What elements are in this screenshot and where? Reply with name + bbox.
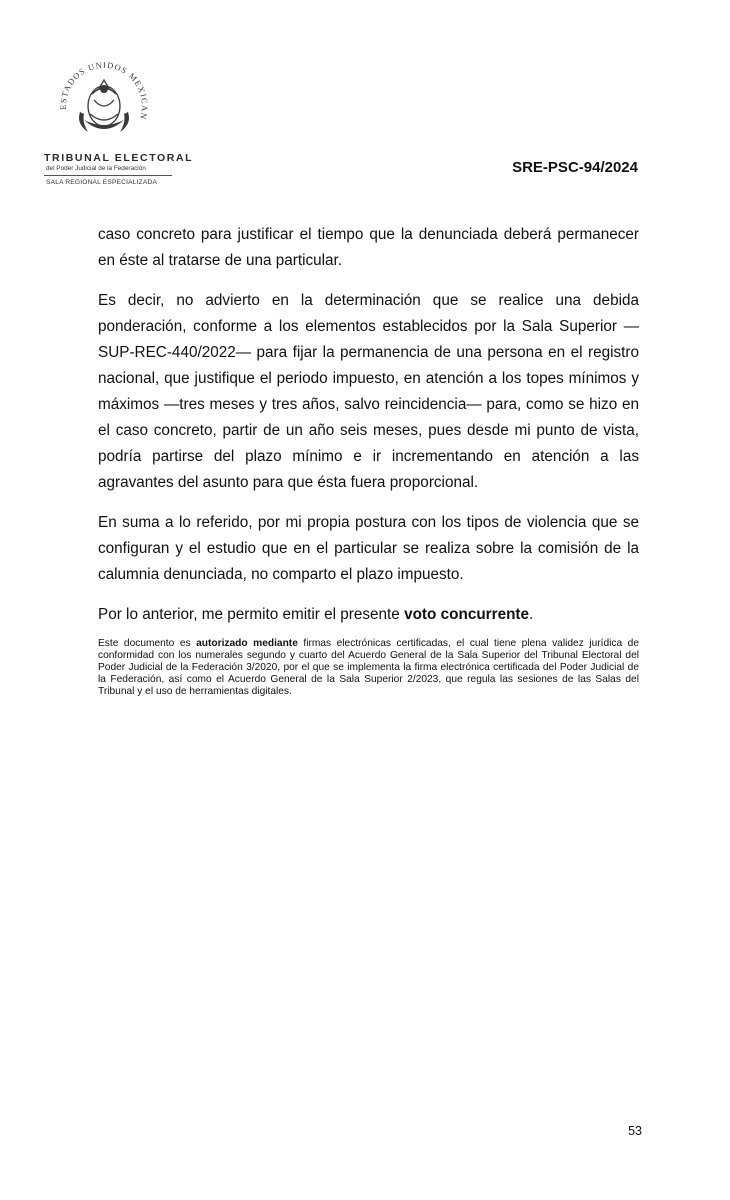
- footnote-bold: autorizado mediante: [196, 638, 298, 649]
- paragraph-4-bold: voto concurrente: [404, 606, 530, 623]
- footnote-prefix: Este documento es: [98, 638, 197, 649]
- logo-divider: [44, 175, 172, 176]
- org-subtitle: del Poder Judicial de la Federación: [46, 165, 146, 172]
- signature-footnote: [98, 638, 639, 698]
- case-number: SRE-PSC-94/2024: [512, 159, 638, 176]
- document-body: [98, 222, 639, 698]
- paragraph-4-suffix: .: [529, 606, 534, 623]
- paragraph-3: En suma a lo referido, por mi propia postura con los tipos de violencia que se configuran y el estudio que en el particular se realiza sobre la comisión de la calumnia denunciada, no comparto el plazo impuesto.: [98, 514, 639, 583]
- paragraph-4: [98, 602, 639, 628]
- org-name: TRIBUNAL ELECTORAL: [44, 152, 194, 164]
- paragraph-2: Es decir, no advierto en la determinación que se realice una debida ponderación, conforme a los elementos establecidos por la Sala Superior —SUP-REC-440/2022— para fijar la permanencia de una persona en el registro nacional, que justifique el periodo impuesto, en atención a los topes mínimos y máximos —tres meses y tres años, salvo reincidencia— para, como se hizo en el caso concreto, partir de un año seis meses, pues desde mi punto de vista, podría partirse del plazo mínimo e ir incrementando en atención a las agravantes del asunto para que ésta fuera proporcional.: [98, 292, 639, 491]
- page-number: 53: [628, 1124, 642, 1138]
- footnote-suffix: firmas electrónicas certificadas, el cual tiene plena validez jurídica de conformidad con los numerales segundo y cuarto del Acuerdo General de la Sala Superior del Tribunal Electoral del Poder Judicial de la Federación 3/2020, por el que se implementa la firma electrónica certificada del Poder Judicial de la Federación, así como el Acuerdo General de la Sala Superior 2/2023, que regula las sesiones de las Salas del Tribunal y el uso de herramientas digitales.: [98, 638, 639, 697]
- seal-ring-text: ESTADOS UNIDOS MEXICAN: [58, 60, 150, 121]
- org-sala: SALA REGIONAL ESPECIALIZADA: [46, 179, 158, 186]
- paragraph-4-prefix: Por lo anterior, me permito emitir el presente: [98, 606, 405, 623]
- paragraph-1: caso concreto para justificar el tiempo que la denunciada deberá permanecer en éste al tratarse de una particular.: [98, 226, 639, 269]
- tribunal-logo: [32, 56, 194, 196]
- mexican-coat-of-arms-seal: [54, 56, 154, 152]
